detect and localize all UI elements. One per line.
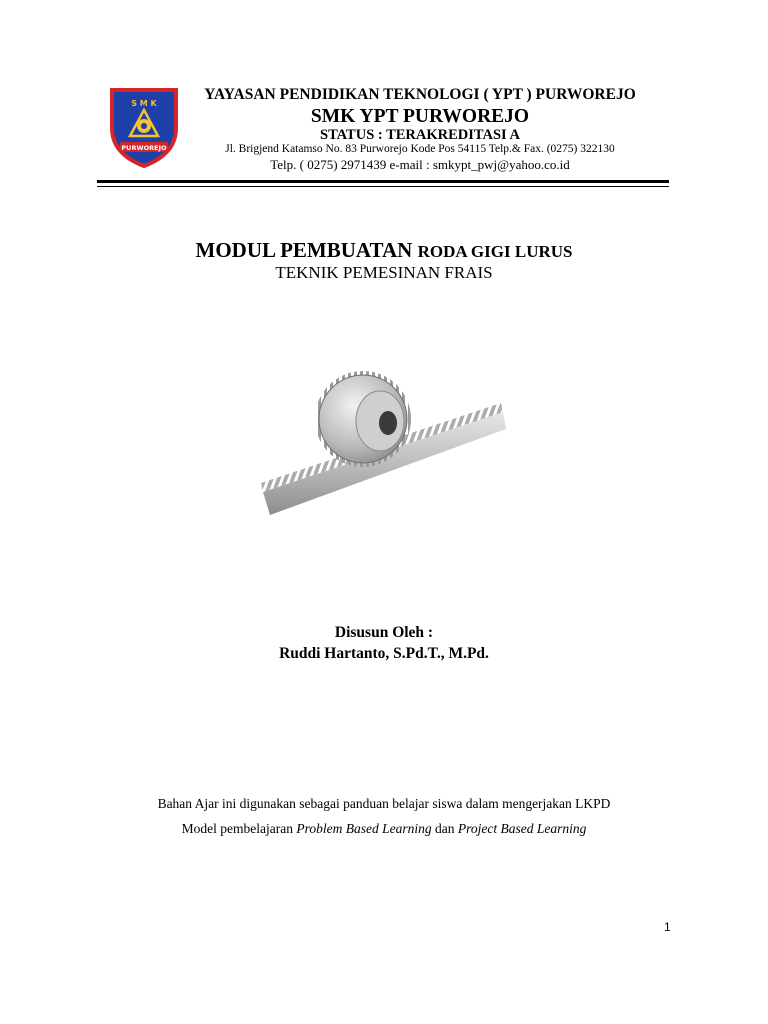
crest-ribbon-text: PURWOREJO <box>121 144 167 152</box>
crest-top-text: S M K <box>131 99 157 108</box>
learning-model-prefix: Model pembelajaran <box>181 821 293 836</box>
learning-model-pjbl: Project Based Learning <box>457 821 587 836</box>
module-title-large: MODUL PEMBUATAN <box>195 238 413 262</box>
learning-model-note <box>0 821 768 837</box>
letterhead-divider-thick <box>97 180 669 183</box>
school-address: Jl. Brigjend Katamso No. 83 Purworejo Kode Pos 54115 Telp.& Fax. (0275) 322130 <box>225 143 615 155</box>
school-contact: Telp. ( 0275) 2971439 e-mail : smkypt_pwj@yahoo.co.id <box>270 157 570 172</box>
foundation-name: YAYASAN PENDIDIKAN TEKNOLOGI ( YPT ) PURWOREJO <box>204 86 636 103</box>
usage-note: Bahan Ajar ini digunakan sebagai panduan belajar siswa dalam mengerjakan LKPD <box>157 796 611 811</box>
letterhead-divider-thin <box>97 186 669 187</box>
school-crest-icon <box>108 84 180 168</box>
module-subtitle: TEKNIK PEMESINAN FRAIS <box>275 263 493 282</box>
module-title <box>0 238 768 263</box>
learning-model-joiner: dan <box>434 821 455 836</box>
author-caption: Disusun Oleh : <box>334 624 434 641</box>
author-name: Ruddi Hartanto, S.Pd.T., M.Pd. <box>279 645 489 662</box>
accreditation-status: STATUS : TERAKREDITASI A <box>320 127 520 143</box>
learning-model-pbl: Problem Based Learning <box>296 821 432 836</box>
school-name: SMK YPT PURWOREJO <box>310 106 530 127</box>
module-title-small: RODA GIGI LURUS <box>417 242 573 261</box>
page-number: 1 <box>664 920 671 934</box>
spur-gear-and-rack-icon <box>258 357 508 522</box>
